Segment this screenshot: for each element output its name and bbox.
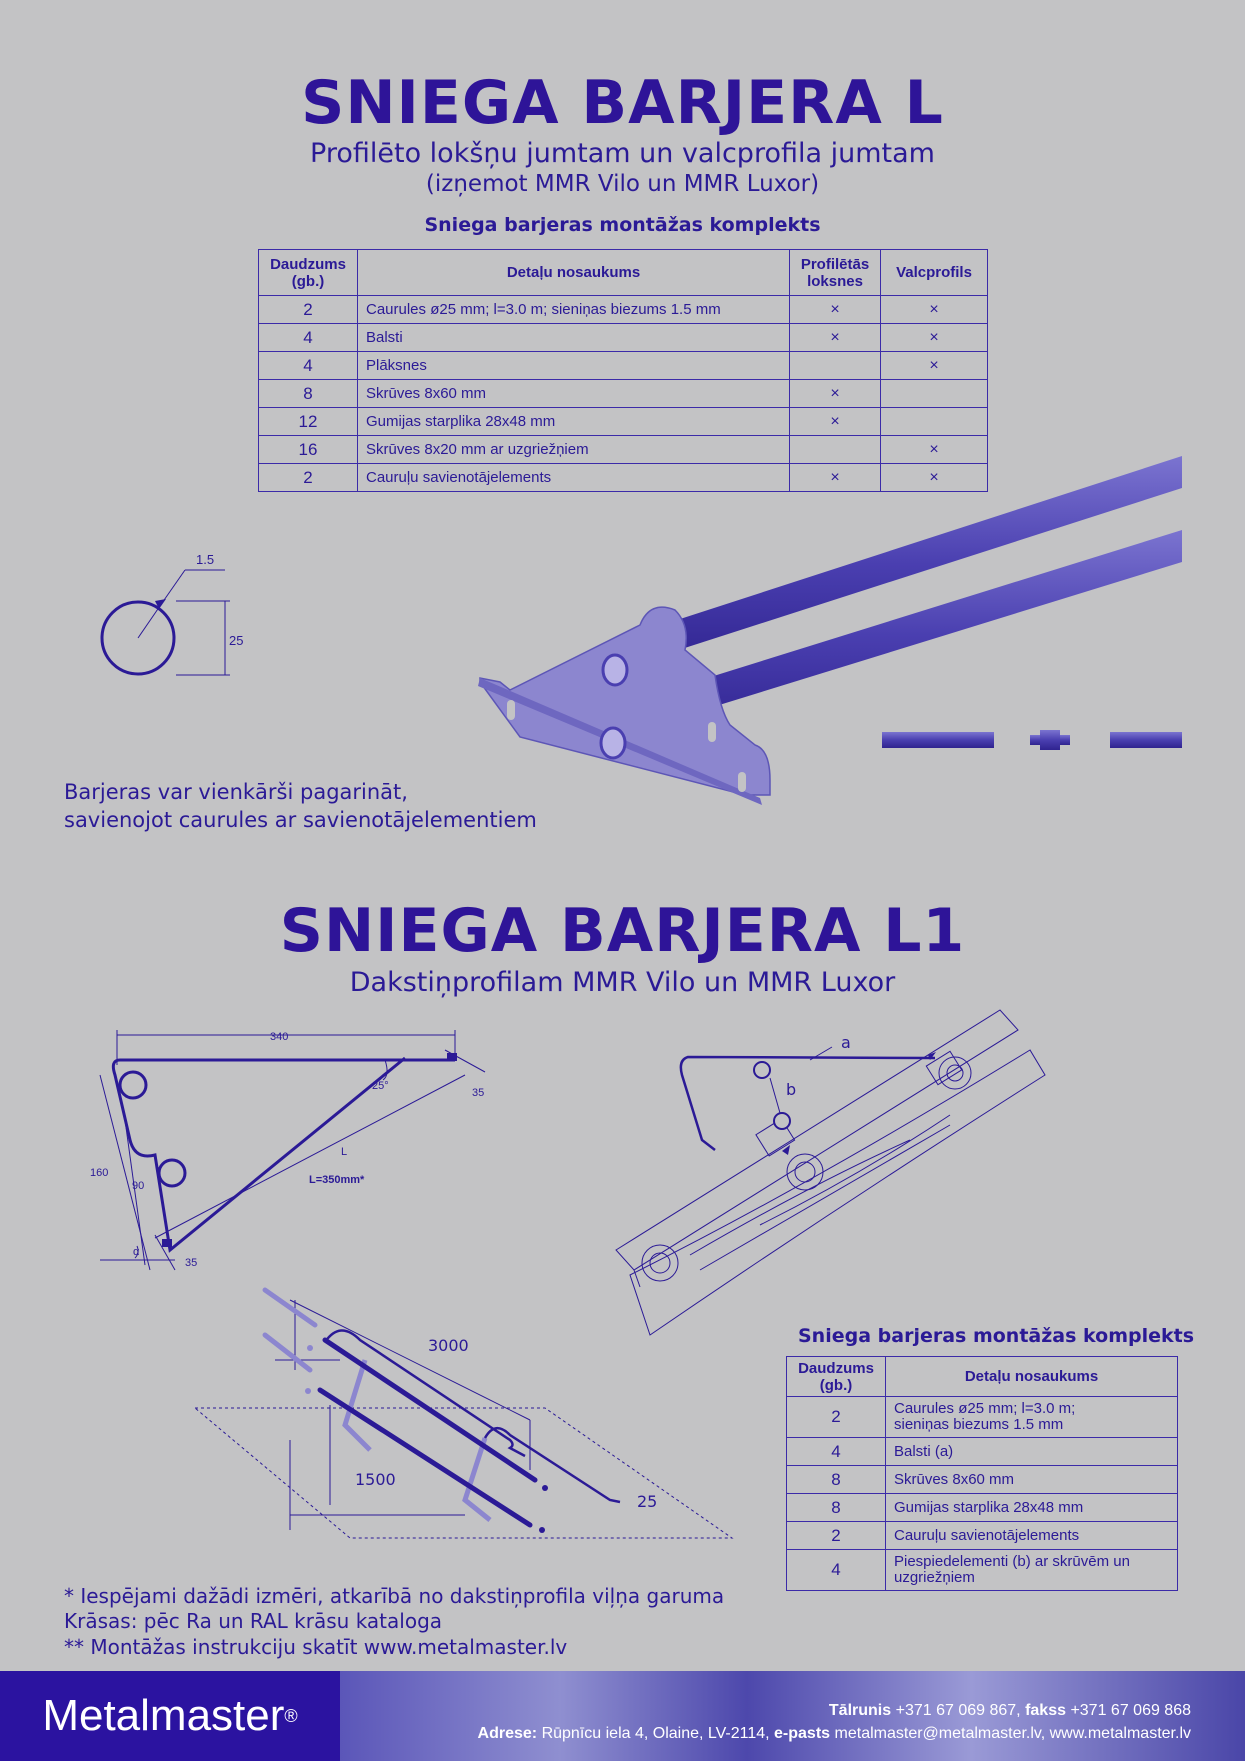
row-name-line-2: uzgriežņiem: [894, 1569, 975, 1586]
email-web-links[interactable]: metalmaster@metalmaster.lv, www.metalmaster.lv: [834, 1725, 1191, 1742]
row-name: [886, 1438, 1178, 1466]
label-a: a: [841, 1033, 851, 1052]
header-profiled: Profilētās loksnes: [790, 250, 881, 296]
header-name-l1: Detaļu nosaukums: [886, 1357, 1178, 1397]
dim-alpha: α: [133, 1246, 140, 1258]
extension-note-1: Barjeras var vienkārši pagarināt,: [64, 780, 408, 804]
row-qty: 4: [259, 352, 358, 380]
kit-row-l1: [787, 1397, 1178, 1438]
logo-text: Metalmaster: [42, 1691, 285, 1740]
row-name-line-2: sieniņas biezums 1.5 mm: [894, 1416, 1064, 1433]
title-l: SNIEGA BARJERA L: [301, 68, 944, 138]
barrier-l-illustration: [470, 450, 1190, 860]
subtitle-l-2: (izņemot MMR Vilo un MMR Luxor): [425, 171, 820, 197]
row-profiled-mark: ×: [790, 324, 881, 352]
row-qty: 2: [259, 464, 358, 492]
registered-mark: ®: [284, 1705, 298, 1726]
row-qty: 8: [787, 1466, 886, 1494]
row-roll-mark: [881, 380, 988, 408]
row-roll-mark: ×: [881, 296, 988, 324]
row-roll-mark: ×: [881, 464, 988, 492]
title-l1: SNIEGA BARJERA L1: [279, 896, 966, 966]
row-name-line-1: Balsti (a): [894, 1443, 954, 1460]
row-name: Plāksnes: [358, 352, 790, 380]
header-roll: Valcprofils: [881, 250, 988, 296]
row-roll-mark: ×: [881, 352, 988, 380]
row-name-line-1: Gumijas starplika 28x48 mm: [894, 1499, 1084, 1516]
dim-90: 90: [132, 1180, 145, 1192]
phone-label: Tālrunis: [828, 1702, 892, 1719]
dim-L: L: [341, 1146, 348, 1158]
pipe-section-diagram: [90, 545, 260, 685]
row-qty: 12: [259, 408, 358, 436]
subtitle-l1: Dakstiņprofilam MMR Vilo un MMR Luxor: [349, 967, 896, 998]
contact-line-1: [829, 1702, 1191, 1720]
dim-160: 160: [90, 1167, 109, 1179]
row-qty: 8: [787, 1494, 886, 1522]
row-name-line-1: Skrūves 8x60 mm: [894, 1471, 1015, 1488]
row-name: Skrūves 8x20 mm ar uzgriežņiem: [358, 436, 790, 464]
dim-3000: 3000: [428, 1336, 469, 1355]
label-b: b: [786, 1080, 797, 1099]
fax-number: +371 67 069 868: [1070, 1702, 1191, 1719]
kit-row-l: [259, 380, 988, 408]
row-qty: 2: [259, 296, 358, 324]
kit-row-l1: [787, 1438, 1178, 1466]
row-name-line-1: Cauruļu savienotājelements: [894, 1527, 1080, 1544]
row-qty: 2: [787, 1397, 886, 1438]
address-label: Adrese:: [477, 1725, 538, 1742]
row-profiled-mark: ×: [790, 296, 881, 324]
row-name: Gumijas starplika 28x48 mm: [358, 408, 790, 436]
row-qty: 4: [787, 1438, 886, 1466]
note-colors: Krāsas: pēc Ra un RAL krāsu kataloga: [64, 1609, 443, 1633]
footer-bar: [0, 1671, 1245, 1761]
header-qty-l1: Daudzums (gb.): [787, 1357, 886, 1397]
note-sizes: * Iespējami dažādi izmēri, atkarībā no dakstiņprofila viļņa garuma: [64, 1584, 725, 1608]
fax-label: fakss: [1025, 1702, 1066, 1719]
phone-number[interactable]: +371 67 069 867,: [895, 1702, 1021, 1719]
row-name: [886, 1550, 1178, 1591]
row-name: Cauruļu savienotājelements: [358, 464, 790, 492]
dim-1500: 1500: [355, 1470, 396, 1489]
kit-title-l1: Sniega barjeras montāžas komplekts: [798, 1325, 1195, 1347]
kit-row-l: [259, 408, 988, 436]
row-name: Balsti: [358, 324, 790, 352]
kit-row-l: [259, 324, 988, 352]
kit-table-l1: [786, 1356, 1178, 1591]
row-qty: 2: [787, 1522, 886, 1550]
row-name: Caurules ø25 mm; l=3.0 m; sieniņas biezums 1.5 mm: [358, 296, 790, 324]
row-qty: 16: [259, 436, 358, 464]
row-name-line-1: Piespiedelementi (b) ar skrūvēm un: [894, 1553, 1130, 1570]
row-roll-mark: ×: [881, 436, 988, 464]
row-name: [886, 1397, 1178, 1438]
profile-dimension-diagram: [85, 1020, 505, 1280]
row-name: [886, 1522, 1178, 1550]
dim-35-top: 35: [472, 1087, 485, 1099]
kit-title-l: Sniega barjeras montāžas komplekts: [424, 214, 821, 236]
header-qty: Daudzums (gb.): [259, 250, 358, 296]
dim-L-value: L=350mm*: [309, 1174, 365, 1186]
row-roll-mark: ×: [881, 324, 988, 352]
row-name: Skrūves 8x60 mm: [358, 380, 790, 408]
note-instructions: ** Montāžas instrukciju skatīt www.metalmaster.lv: [64, 1635, 568, 1659]
contact-line-2: [478, 1725, 1191, 1743]
row-name: [886, 1466, 1178, 1494]
row-qty: 4: [787, 1550, 886, 1591]
dim-340: 340: [270, 1031, 289, 1043]
dim-35-bottom: 35: [185, 1257, 198, 1269]
row-profiled-mark: ×: [790, 380, 881, 408]
row-profiled-mark: ×: [790, 408, 881, 436]
subtitle-l-1: Profilēto lokšņu jumtam un valcprofila jumtam: [310, 138, 935, 169]
row-name-line-1: Caurules ø25 mm; l=3.0 m;: [894, 1400, 1076, 1417]
kit-row-l1: [787, 1466, 1178, 1494]
kit-row-l: [259, 296, 988, 324]
row-qty: 8: [259, 380, 358, 408]
kit-row-l1: [787, 1550, 1178, 1591]
extension-note-2: savienojot caurules ar savienotājelementiem: [64, 808, 537, 832]
dim-25deg: 25°: [372, 1080, 389, 1092]
row-profiled-mark: ×: [790, 464, 881, 492]
row-roll-mark: [881, 408, 988, 436]
kit-row-l1: [787, 1522, 1178, 1550]
address-text: Rūpnīcu iela 4, Olaine, LV-2114,: [541, 1725, 770, 1742]
row-profiled-mark: [790, 352, 881, 380]
header-name: Detaļu nosaukums: [358, 250, 790, 296]
row-name: [886, 1494, 1178, 1522]
dim-wall-label: 1.5: [196, 552, 215, 567]
dim-diameter-label: 25: [229, 633, 244, 648]
row-qty: 4: [259, 324, 358, 352]
kit-row-l: [259, 352, 988, 380]
layout-plan-diagram: [190, 1280, 740, 1540]
email-label: e-pasts: [774, 1725, 831, 1742]
dim-25-plan: 25: [637, 1492, 658, 1511]
metalmaster-logo: [0, 1671, 340, 1761]
kit-row-l1: [787, 1494, 1178, 1522]
